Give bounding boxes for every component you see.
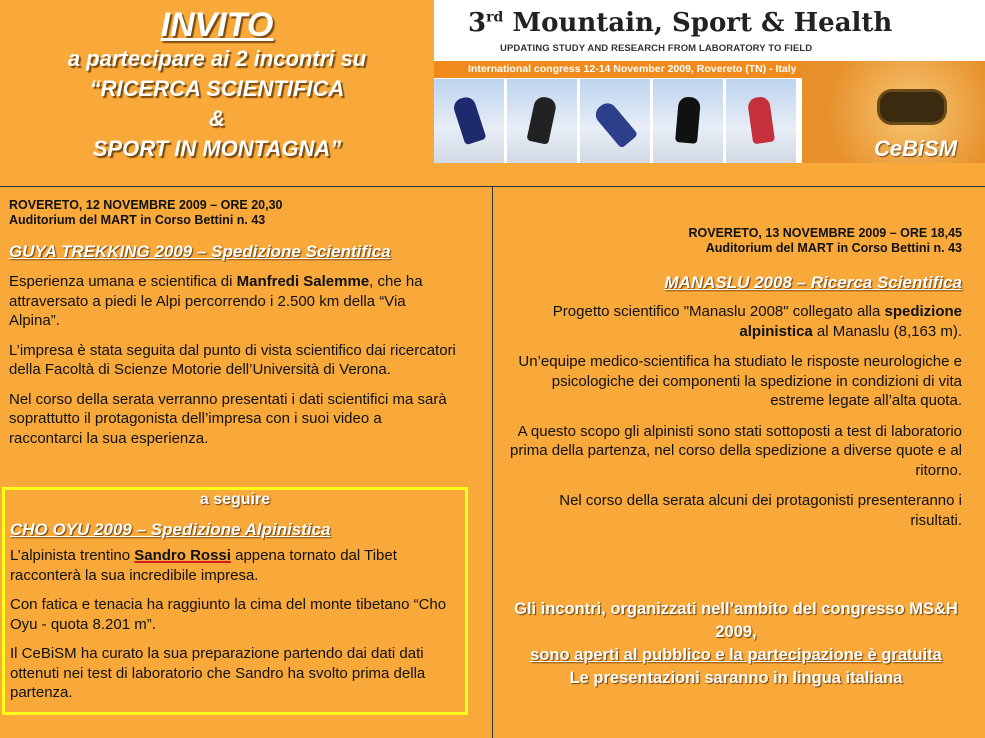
congress-banner [434,0,985,163]
event-manaslu [506,226,962,541]
footer-line-2: sono aperti al pubblico e la partecipazione è gratuita [530,646,942,664]
event-2-paragraph-2: Un’equipe medico-scientifica ha studiato le risposte neurologiche e psicologiche dei componenti la spedizione in condizioni di vita estreme legate all’alta quota. [518,353,962,409]
event-2-p1-bold: spedizione alpinistica [739,303,962,340]
header-line-2: “RICERCA SCIENTIFICA [89,76,345,101]
event-1-paragraph-3: Nel corso della serata verranno presentati i dati scientifici ma sarà soprattutto il protagonista dell’impresa con i suoi video a raccontarci la sua esperienza. [9,390,447,447]
invito-title: INVITO [160,6,274,44]
cho-oyu-paragraph-2: Con fatica e tenacia ha raggiunto la cima del monte tibetano “Cho Oyu - quota 8.201 m”. [10,596,447,633]
climber-name: Sandro Rossi [134,547,231,564]
banner-edition-suffix: rd [486,9,504,26]
event-1-paragraph-1 [9,272,459,331]
invitation-header [0,0,434,186]
footer-line-1: Gli incontri, organizzati nell’ambito del congresso MS&H 2009, [514,600,958,641]
header-line-3: & [209,106,225,131]
cho-oyu-highlight-box [2,487,468,715]
event-1-date: ROVERETO, 12 NOVEMBRE 2009 – ORE 20,30 [9,198,283,212]
event-1-paragraph-2: L’impresa è stata seguita dal punto di vista scientifico dai ricercatori della Facoltà di Scienze Motorie dell’Università di Verona. [9,341,456,378]
event-2-date: ROVERETO, 13 NOVEMBRE 2009 – ORE 18,45 [688,226,962,240]
banner-title [468,8,892,38]
cho-oyu-p1-text: L’alpinista trentino [10,547,135,564]
event-2-p1-rest: al Manaslu (8,163 m). [812,322,962,340]
event-2-p1-text: Progetto scientifico "Manaslu 2008" collegato alla [552,303,885,320]
skater-athlete [526,95,557,145]
cho-oyu-content [10,520,462,713]
luge-photo [434,79,506,163]
event-2-title: MANASLU 2008 – Ricerca Scientifica [664,273,962,292]
a-seguire-label: a seguire [199,491,271,508]
banner-subtitle: UPDATING STUDY AND RESEARCH FROM LABORATORY TO FIELD [500,43,813,54]
ski-goggles-icon [877,89,947,125]
alpine-skier-photo [726,79,798,163]
cho-oyu-paragraph-3: Il CeBiSM ha curato la sua preparazione partendo dai dati dati ottenuti nei test di laboratorio che Sandro ha svolto prima della partenza. [10,645,426,701]
event-1-title: GUYA TREKKING 2009 – Spedizione Scientifica [9,242,391,261]
speed-skater-photo [507,79,579,163]
luge-athlete [451,95,486,146]
header-line-4: SPORT IN MONTAGNA” [92,136,342,161]
vertical-divider [492,186,493,738]
banner-title-text: Mountain, Sport & Health [512,8,893,38]
banner-edition: 3 [468,8,487,38]
event-guya-trekking [9,198,459,458]
event-1-p1-name: Manfredi Salemme [236,273,370,290]
banner-congress-strip: International congress 12-14 November 2009, Rovereto (TN) - Italy [434,61,806,78]
footer-line-3: Le presentazioni saranno in lingua italiana [569,669,903,687]
cebism-logo: CeBiSM [874,136,958,161]
event-1-p1-text: Esperienza umana e scientifica di [9,273,237,290]
xc-skier-athlete [675,96,701,144]
footer-note [506,598,966,690]
header-line-1: a partecipare ai 2 incontri su [67,46,367,71]
event-2-venue: Auditorium del MART in Corso Bettini n. 43 [705,241,962,255]
cho-oyu-paragraph-1 [10,546,462,585]
event-2-paragraph-1 [506,302,962,341]
event-1-venue: Auditorium del MART in Corso Bettini n. 43 [9,213,266,227]
event-1-p1-rest: , che ha attraversato a piedi le Alpi percorrendo i 2.500 km della “Via Alpina”. [9,273,423,329]
ski-jumper-photo [580,79,652,163]
cho-oyu-p1-rest: appena tornato dal Tibet racconterà la sua incredibile impresa. [10,547,397,584]
event-2-paragraph-3: A questo scopo gli alpinisti sono stati sottoposti a test di laboratorio prima della partenza, nel corso della spedizione a diverse quote e al ritorno. [510,422,962,479]
ski-jumper-athlete [592,99,638,148]
cho-oyu-title: CHO OYU 2009 – Spedizione Alpinistica [10,520,331,539]
alpine-skier-athlete [747,96,775,145]
cross-country-skier-photo [653,79,725,163]
event-2-paragraph-4: Nel corso della serata alcuni dei protagonisti presenteranno i risultati. [559,492,962,529]
